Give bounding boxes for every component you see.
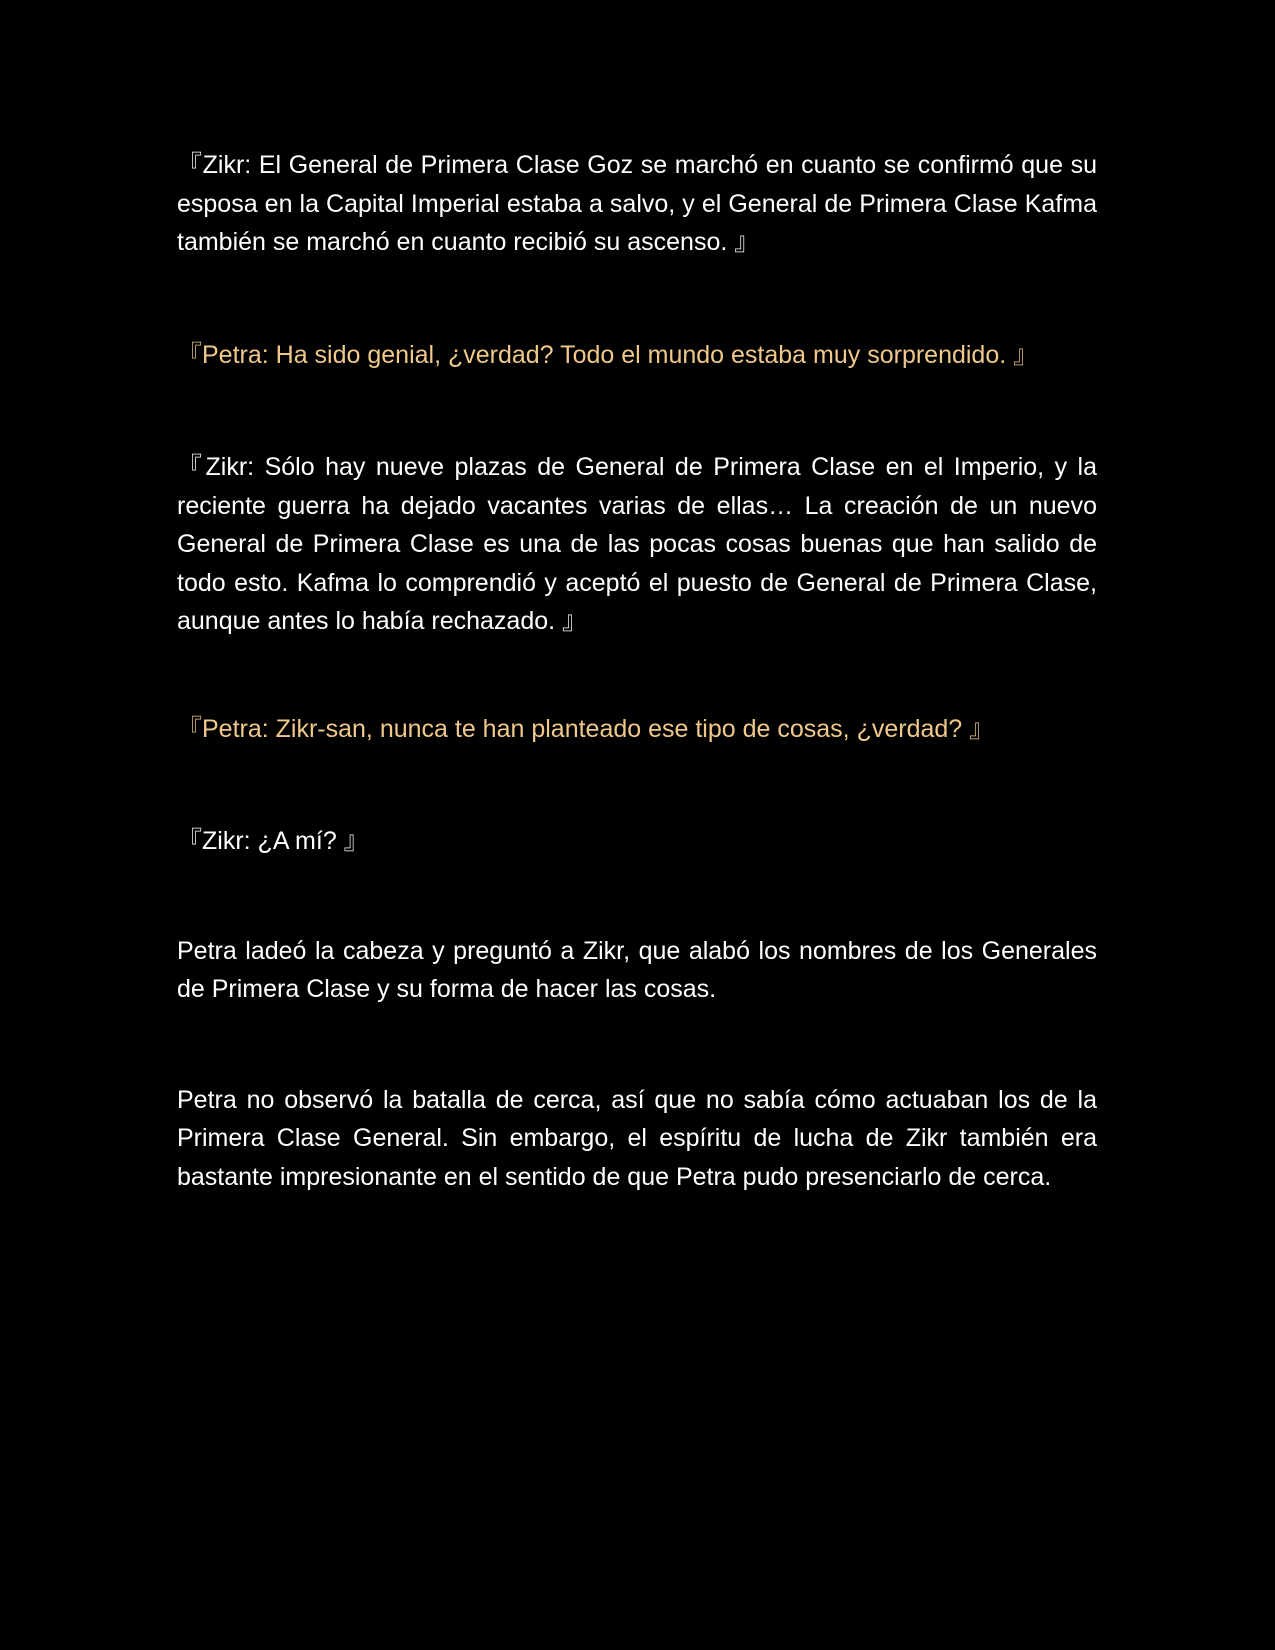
narration-paragraph-2: Petra no observó la batalla de cerca, así que no sabía cómo actuaban los de la Primera Clase General. Sin embargo, el espíritu de lucha de Zikr también era bastante impresionante en el sentido de que Petra pudo presenciarlo de cerca. xyxy=(177,1085,1097,1191)
dialogue-petra-1: 『Petra: Ha sido genial, ¿verdad? Todo el mundo estaba muy sorprendido. 』 xyxy=(177,340,1039,369)
dialogue-zikr-1: 『Zikr: El General de Primera Clase Goz se marchó en cuanto se confirmó que su esposa en la Capital Imperial estaba a salvo, y el General de Primera Clase Kafma también se marchó en cuanto recibió su ascenso. 』 xyxy=(177,151,1097,256)
dialogue-petra-2: 『Petra: Zikr-san, nunca te han planteado ese tipo de cosas, ¿verdad? 』 xyxy=(177,714,995,743)
narration-paragraph-1: Petra ladeó la cabeza y preguntó a Zikr, que alabó los nombres de los Generales de Primera Clase y su forma de hacer las cosas. xyxy=(177,936,1097,1003)
dialogue-zikr-2: 『Zikr: Sólo hay nueve plazas de General de Primera Clase en el Imperio, y la reciente guerra ha dejado vacantes varias de ellas… La creación de un nuevo General de Primera Clase es una de las pocas cosas buenas que han salido de todo esto. Kafma lo comprendió y aceptó el puesto de General de Primera Clase, aunque antes lo había rechazado. 』 xyxy=(177,453,1097,635)
dialogue-zikr-3: 『Zikr: ¿A mí? 』 xyxy=(177,827,369,855)
document-body xyxy=(177,146,1097,1196)
